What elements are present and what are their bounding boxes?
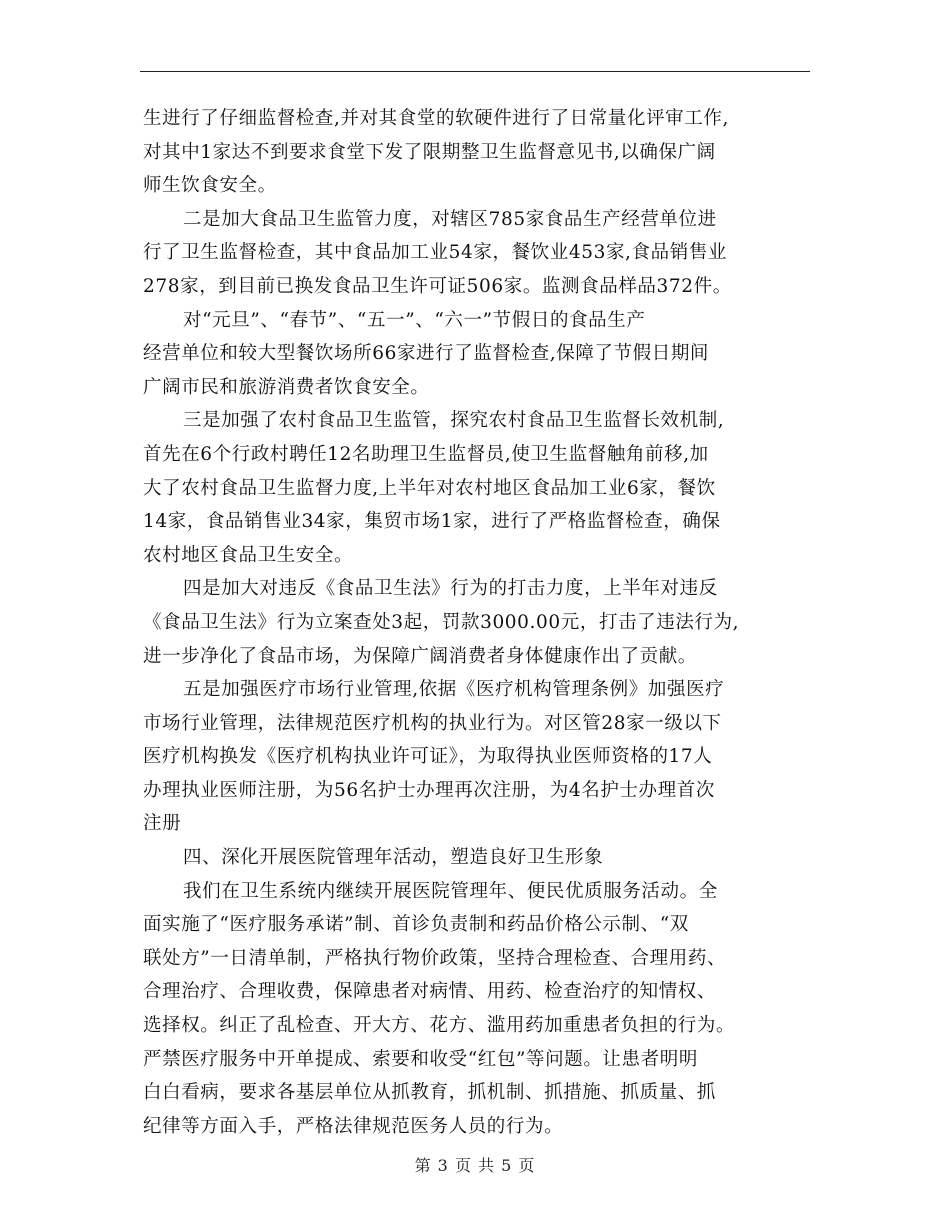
text-line: 纪律等方面入手，严格法律规范医务人员的行为。: [143, 1115, 564, 1137]
text-line: 经营单位和较大型餐饮场所66家进行了监督检查,保障了节假日期间: [143, 343, 710, 365]
text-line: 《食品卫生法》行为立案查处3起，罚款3000.00元，打击了违法行为,: [143, 611, 740, 633]
text-line: 生进行了仔细监督检查,并对其食堂的软硬件进行了日常量化评审工作,: [143, 108, 729, 129]
text-line: 14家，食品销售业34家，集贸市场1家，进行了严格监督检查，确保: [143, 511, 721, 533]
text-line: 严禁医疗服务中开单提成、索要和收受“红包”等问题。让患者明明: [143, 1048, 698, 1070]
text-line: 联处方”一日清单制，严格执行物价政策，坚持合理检查、合理用药、: [143, 947, 727, 969]
text-line: 广阔市民和旅游消费者饮食安全。: [143, 376, 430, 398]
text-line: 278家，到目前已换发食品卫生许可证506家。监测食品样品372件。: [143, 275, 732, 297]
body-text: [143, 102, 815, 1143]
text-line: 白白看病，要求各基层单位从抓教育，抓机制、抓措施、抓质量、抓: [143, 1082, 717, 1104]
text-line: 对“元旦”、“春节”、“五一”、“六一”节假日的食品生产: [183, 309, 646, 331]
text-line: 选择权。纠正了乱检查、开大方、花方、滥用药加重患者负担的行为。: [143, 1015, 736, 1037]
text-line: 面实施了“医疗服务承诺”制、首诊负责制和药品价格公示制、“双: [143, 914, 689, 936]
text-line: 三是加强了农村食品卫生监管，探究农村食品卫生监督长效机制,: [183, 410, 725, 432]
text-line: 行了卫生监督检查，其中食品加工业54家，餐饮业453家,食品销售业: [143, 242, 728, 264]
text-line: 我们在卫生系统内继续开展医院管理年、便民优质服务活动。全: [183, 880, 718, 902]
text-line: 合理治疗、合理收费，保障患者对病情、用药、检查治疗的知情权、: [143, 981, 717, 1003]
text-line: 师生饮食安全。: [143, 175, 277, 197]
text-line: 四、深化开展医院管理年活动，塑造良好卫生形象: [183, 847, 604, 869]
text-line: 四是加大对违反《食品卫生法》行为的打击力度，上半年对违反: [183, 578, 718, 600]
header-rule: [140, 71, 810, 72]
text-line: 对其中1家达不到要求食堂下发了限期整卫生监督意见书,以确保广阔: [143, 141, 716, 163]
text-line: 医疗机构换发《医疗机构执业许可证》，为取得执业医师资格的17人: [143, 746, 713, 768]
text-line: 市场行业管理，法律规范医疗机构的执业行为。对区管28家一级以下: [143, 712, 722, 734]
page-number-footer: 第 3 页 共 5 页: [414, 1156, 536, 1175]
text-line: 农村地区食品卫生安全。: [143, 544, 354, 566]
text-line: 首先在6个行政村聘任12名助理卫生监督员,使卫生监督触角前移,加: [143, 443, 709, 465]
text-line: 进一步净化了食品市场，为保障广阔消费者身体健康作出了贡献。: [143, 645, 697, 667]
text-line: 二是加大食品卫生监管力度，对辖区785家食品生产经营单位进: [183, 208, 717, 230]
text-line: 五是加强医疗市场行业管理,依据《医疗机构管理条例》加强医疗: [183, 679, 725, 701]
text-line: 办理执业医师注册，为56名护士办理再次注册，为4名护士办理首次: [143, 779, 715, 801]
text-line: 注册: [143, 813, 182, 835]
text-line: 大了农村食品卫生监督力度,上半年对农村地区食品加工业6家，餐饮: [143, 477, 716, 499]
